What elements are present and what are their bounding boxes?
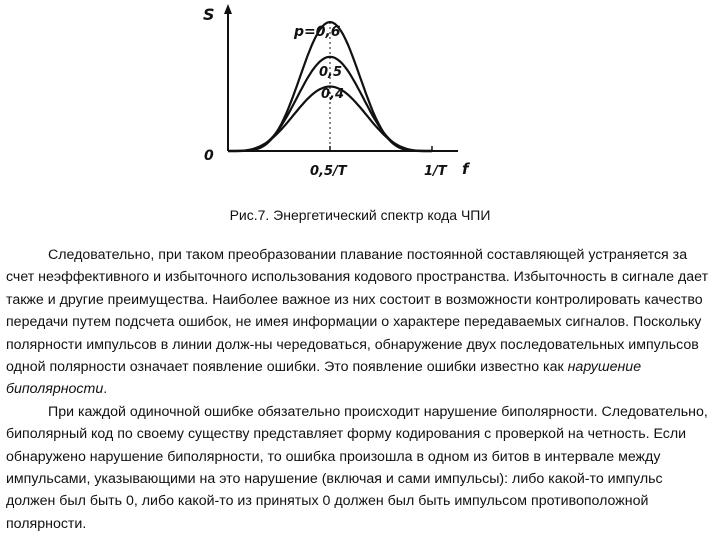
x-tick-label-one: 1/T (424, 164, 447, 179)
x-axis-label: f (462, 160, 469, 178)
bipolar-violation-term: нарушение биполярности (6, 359, 642, 398)
paragraph-1-text: Следовательно, при таком преобразовании плавание постоянной составляющей устраняется за счет неэффективного и избыточного использования кодового пространства. Избыточность в сигнале дает также и другие преимущества. Наиболее важное из них состоит в возможности контролировать качество передачи путем подсчета ошибок, не имея информации о характере передаваемых сигналов. Поскольку полярности импульсов в линии долж-ны чередоваться, обнаружение двух последовательных импульсов одной полярности означает появление ошибки. Это появление ошибки известно как (6, 247, 709, 376)
body-text (6, 244, 714, 535)
paragraph-1-tail: . (103, 381, 108, 398)
curve-label-0-4: 0,4 (321, 87, 345, 102)
curve-label-0-6: p=0,6 (294, 24, 341, 40)
y-axis-arrow (224, 4, 232, 14)
paragraph-1 (6, 244, 714, 401)
energy-spectrum-figure (190, 0, 490, 190)
y-axis-label: S (203, 5, 215, 24)
x-tick-label-half: 0,5/T (310, 164, 347, 179)
figure-caption: Рис.7. Энергетический спектр кода ЧПИ (229, 207, 491, 223)
paragraph-2: При каждой одиночной ошибке обязательно происходит нарушение биполярности. Следовательно, биполярный код по своему существу представляет форму кодирования с проверкой на четность. Если обнаружено нарушение биполярности, то ошибка произошла в одном из битов в интервале между импульсами, указывающими на это нарушение (включая и сами импульсы): либо какой-то импульс должен был быть 0, либо какой-то из принятых 0 должен был быть импульсом противоположной полярности. (6, 403, 708, 532)
curve-label-0-5: 0,5 (319, 65, 343, 80)
origin-label: 0 (204, 148, 214, 164)
spectrum-chart (190, 0, 490, 190)
